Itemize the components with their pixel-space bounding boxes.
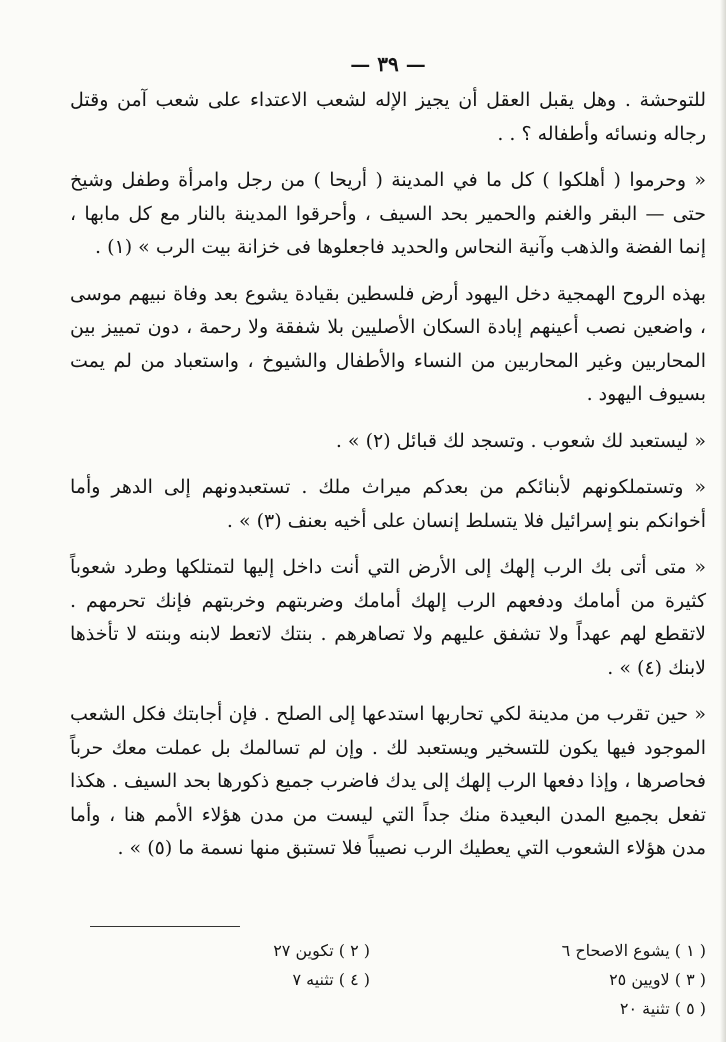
footnotes — [70, 936, 706, 1023]
paragraph: بهذه الروح الهمجية دخل اليهود أرض فلسطين بقيادة يشوع بعد وفاة نبيهم موسى ، واضعين نصب أعينهم إبادة السكان الأصليين بلا شفقة ولا رحمة ، دون تمييز بين المحاربين وغير المحاربين من النساء والأطفال والشيوخ ، واستعباد من لم يمت بسيوف اليهود . — [70, 282, 706, 405]
paragraph: « متى أتى بك الرب إلهك إلى الأرض التي أنت داخل إليها لتمتلكها وطرد شعوباً كثيرة من أمامك ودفعهم الرب إلهك أمامك وضربتهم وخربتهم فإنك تحرمهم . لاتقطع لهم عهداً ولا تشفق عليهم ولا تصاهرهم . بنتك لاتعط لابنه وبنته لا تأخذها لابنك (٤) » . — [70, 556, 706, 679]
page-number: — ٣٩ — — [350, 52, 426, 76]
body-text — [70, 84, 706, 879]
page-edge — [720, 0, 726, 1042]
footnote: ( ٤ ) تثنيه ٧ — [292, 970, 370, 989]
footnote — [70, 994, 410, 1023]
paragraph: « وحرموا ( أهلكوا ) كل ما في المدينة ( أريحا ) من رجل وامرأة وطفل وشيخ حتى — البقر والغنم والحمير بحد السيف ، وأحرقوا المدينة بالنار مع كل مابها ، إنما الفضة والذهب وآنية النحاس والحديد فاجعلوها فى خزانة بيت الرب » (١) . — [70, 169, 706, 258]
footnote: ( ١ ) يشوع الاصحاح ٦ — [561, 941, 706, 960]
footnote-divider — [90, 926, 240, 927]
paragraph: « ليستعبد لك شعوب . وتسجد لك قبائل (٢) » . — [335, 429, 706, 452]
footnote: ( ٣ ) لاويين ٢٥ — [609, 970, 706, 989]
paragraph: للتوحشة . وهل يقبل العقل أن يجيز الإله لشعب الاعتداء على شعب آمن وقتل رجاله ونسائه وأطفاله ؟ . . — [70, 89, 706, 145]
footnote: ( ٢ ) تكوين ٢٧ — [273, 941, 370, 960]
book-page — [70, 0, 706, 1042]
paragraph: « حين تقرب من مدينة لكي تحاربها استدعها إلى الصلح . فإن أجابتك فكل الشعب الموجود فيها يكون للتسخير ويستعبد لك . وإن لم تسالمك بل عملت معك حرباً فحاصرها ، وإذا دفعها الرب إلهك إلى يدك فاضرب جميع ذكورها بحد السيف . هكذا تفعل بجميع المدن البعيدة منك جداً التي ليست من مدن هؤلاء الأمم هنا ، وأما مدن هؤلاء الشعوب التي يعطيك الرب نصيباً فلا تستبق منها نسمة ما (٥) » . — [70, 703, 706, 859]
footnote: ( ٥ ) تثنية ٢٠ — [619, 999, 706, 1018]
paragraph: « وتستملكونهم لأبنائكم من بعدكم ميراث ملك . تستعبدونهم إلى الدهر وأما أخوانكم بنو إسرائيل فلا يتسلط إنسان على أخيه بعنف (٣) » . — [70, 476, 706, 532]
footnote-row — [70, 936, 706, 965]
footnote-row — [70, 965, 706, 994]
footnote-row — [70, 994, 706, 1023]
